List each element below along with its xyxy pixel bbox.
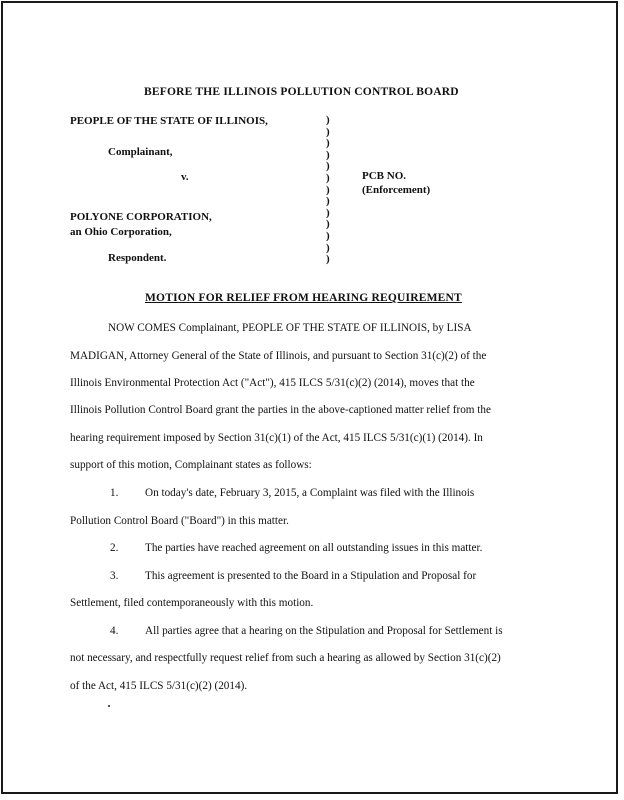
motion-title: MOTION FOR RELIEF FROM HEARING REQUIREMENT [145,292,462,304]
item-4-text: All parties agree that a hearing on the Stipulation and Proposal for Settlement is [145,625,503,637]
scan-speck [108,705,110,707]
item-2-text: The parties have reached agreement on all outstanding issues in this matter. [145,542,483,554]
board-heading: BEFORE THE ILLINOIS POLLUTION CONTROL BOARD [144,86,459,98]
versus-label: v. [181,171,189,183]
intro-line-4: Illinois Pollution Control Board grant the parties in the above-captioned matter relief from the [70,404,491,416]
caption-paren-column: ) ) ) ) ) ) ) ) ) ) ) ) ) [326,114,330,266]
item-4-continuation: not necessary, and respectfully request relief from such a hearing as allowed by Section 31(c)(2) [70,652,501,664]
item-3-continuation: Settlement, filed contemporaneously with this motion. [70,597,314,609]
item-4-number: 4. [110,625,119,637]
intro-line-2: MADIGAN, Attorney General of the State of Illinois, and pursuant to Section 31(c)(2) of the [70,350,487,362]
item-2-number: 2. [110,542,119,554]
item-1-continuation: Pollution Control Board ("Board") in this matter. [70,515,289,527]
item-3-number: 3. [110,570,119,582]
complainant-name: PEOPLE OF THE STATE OF ILLINOIS, [70,115,268,127]
item-1-text: On today's date, February 3, 2015, a Complaint was filed with the Illinois [145,487,475,499]
item-1-number: 1. [110,487,119,499]
case-type: (Enforcement) [362,184,431,196]
case-number: PCB NO. [362,170,406,182]
complainant-role: Complainant, [108,146,173,158]
respondent-role: Respondent. [108,252,167,264]
intro-line-3: Illinois Environmental Protection Act ("Act"), 415 ILCS 5/31(c)(2) (2014), moves that the [70,377,475,389]
respondent-name: POLYONE CORPORATION, [70,211,212,223]
item-3-text: This agreement is presented to the Board in a Stipulation and Proposal for [145,570,477,582]
respondent-description: an Ohio Corporation, [70,226,172,238]
footer-rule [76,792,272,793]
intro-line-1: NOW COMES Complainant, PEOPLE OF THE STATE OF ILLINOIS, by LISA [108,322,472,334]
intro-line-5: hearing requirement imposed by Section 31(c)(1) of the Act, 415 ILCS 5/31(c)(1) (2014). In [70,432,483,444]
intro-line-6: support of this motion, Complainant states as follows: [70,459,312,471]
item-4-continuation-2: of the Act, 415 ILCS 5/31(c)(2) (2014). [70,680,248,692]
